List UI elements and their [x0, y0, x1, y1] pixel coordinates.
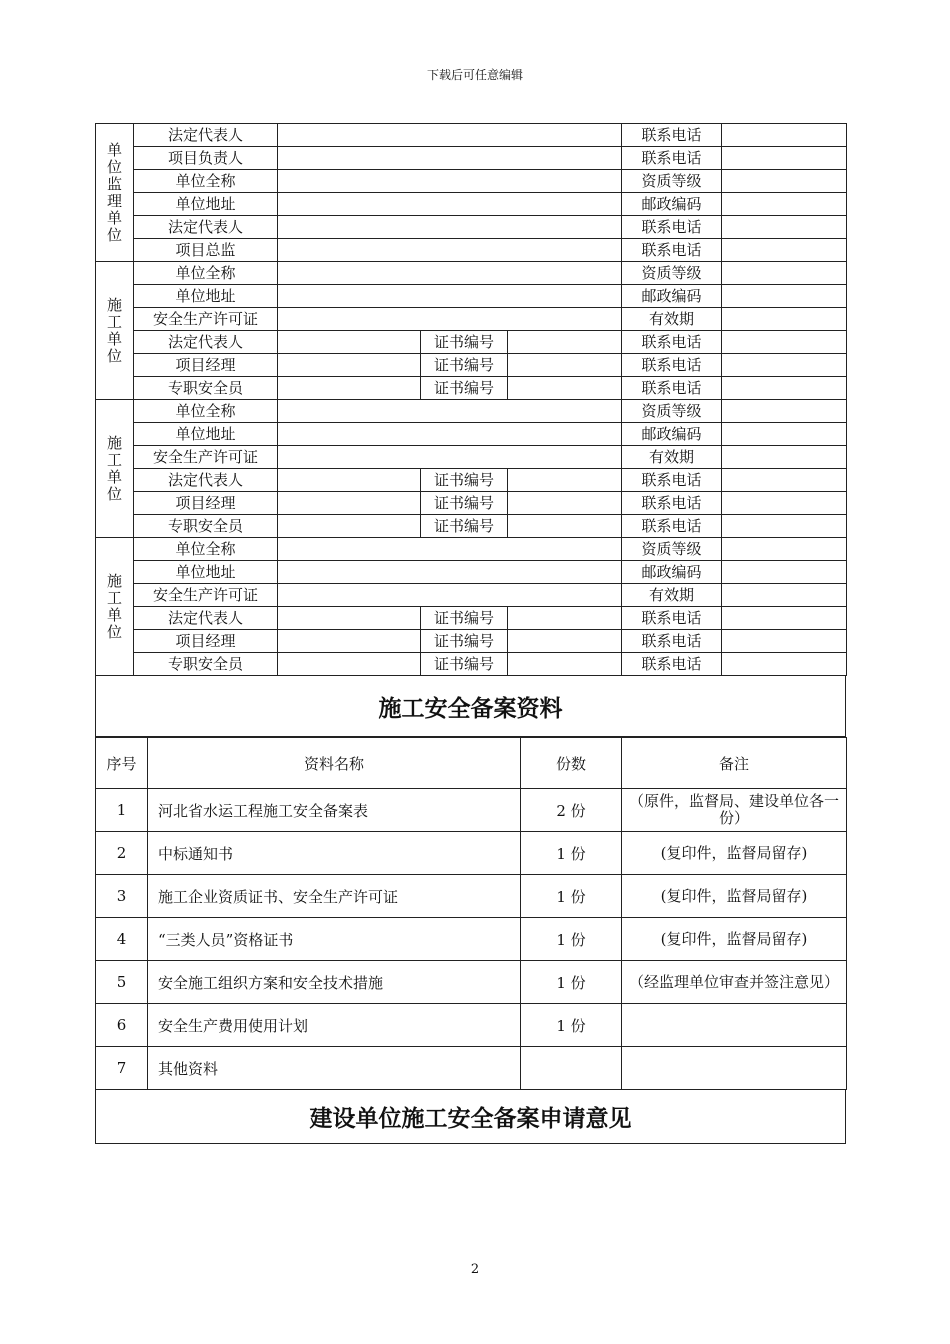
field-value-input[interactable]	[722, 193, 847, 216]
supervision-row	[96, 147, 847, 170]
side-label-char: 单	[106, 208, 122, 227]
field-value-input[interactable]	[278, 446, 622, 469]
units-table	[95, 123, 847, 676]
doc-note: （经监理单位审查并签注意见）	[622, 961, 847, 1004]
field-label: 单位地址	[134, 193, 278, 216]
field-label-right: 有效期	[622, 584, 722, 607]
field-value-input[interactable]	[722, 124, 847, 147]
field-value-input[interactable]	[278, 124, 622, 147]
field-label-right: 有效期	[622, 446, 722, 469]
side-label-char: 单	[106, 329, 122, 348]
doc-copies: 1 份	[521, 961, 622, 1004]
doc-note: (复印件，监督局留存)	[622, 918, 847, 961]
phone-label: 联系电话	[622, 377, 722, 400]
doc-note	[622, 1004, 847, 1047]
side-label-char: 监	[106, 174, 122, 193]
phone-input[interactable]	[722, 354, 847, 377]
doc-copies: 1 份	[521, 1004, 622, 1047]
side-label-char: 施	[106, 433, 122, 452]
docs-table	[95, 737, 847, 1090]
field-label-right: 联系电话	[622, 239, 722, 262]
units-body	[96, 124, 847, 676]
side-label-char: 位	[106, 157, 122, 176]
side-label-char: 位	[106, 225, 122, 244]
phone-label: 联系电话	[622, 630, 722, 653]
cert-number-input[interactable]	[508, 354, 622, 377]
field-label-right: 邮政编码	[622, 423, 722, 446]
construction-person-row	[96, 377, 847, 400]
construction-side-label	[96, 400, 134, 538]
field-value-input[interactable]	[278, 285, 622, 308]
phone-input[interactable]	[722, 515, 847, 538]
field-value-input[interactable]	[722, 423, 847, 446]
field-value-input[interactable]	[278, 216, 622, 239]
field-value-input[interactable]	[278, 400, 622, 423]
phone-label: 联系电话	[622, 653, 722, 676]
field-label: 安全生产许可证	[134, 446, 278, 469]
doc-copies: 1 份	[521, 875, 622, 918]
doc-name: “三类人员”资格证书	[148, 918, 521, 961]
cert-label: 证书编号	[421, 607, 508, 630]
supervision-row	[96, 239, 847, 262]
docs-row	[96, 875, 847, 918]
person-name-input[interactable]	[278, 377, 421, 400]
construction-unit-row	[96, 285, 847, 308]
construction-side-label	[96, 538, 134, 676]
field-value-input[interactable]	[278, 170, 622, 193]
phone-label: 联系电话	[622, 331, 722, 354]
cert-number-input[interactable]	[508, 630, 622, 653]
docs-body	[96, 789, 847, 1090]
doc-note	[622, 1047, 847, 1090]
field-label: 法定代表人	[134, 216, 278, 239]
field-label-right: 有效期	[622, 308, 722, 331]
field-value-input[interactable]	[722, 285, 847, 308]
docs-header-row	[96, 738, 847, 789]
doc-copies: 2 份	[521, 789, 622, 832]
field-value-input[interactable]	[722, 400, 847, 423]
phone-input[interactable]	[722, 469, 847, 492]
doc-note: (复印件，监督局留存)	[622, 832, 847, 875]
construction-person-row	[96, 331, 847, 354]
side-label-char: 理	[106, 191, 122, 210]
header-seq: 序号	[96, 738, 148, 789]
person-label: 专职安全员	[134, 515, 278, 538]
side-label-char: 位	[106, 622, 122, 641]
side-label-char: 位	[106, 346, 122, 365]
cert-number-input[interactable]	[508, 653, 622, 676]
field-label-right: 邮政编码	[622, 193, 722, 216]
cert-label: 证书编号	[421, 469, 508, 492]
phone-label: 联系电话	[622, 515, 722, 538]
field-label-right: 资质等级	[622, 170, 722, 193]
field-label: 单位地址	[134, 561, 278, 584]
field-label-right: 资质等级	[622, 400, 722, 423]
field-label-right: 邮政编码	[622, 285, 722, 308]
docs-row	[96, 918, 847, 961]
docs-row	[96, 789, 847, 832]
field-value-input[interactable]	[278, 262, 622, 285]
field-label: 单位地址	[134, 285, 278, 308]
doc-name: 河北省水运工程施工安全备案表	[148, 789, 521, 832]
field-value-input[interactable]	[722, 239, 847, 262]
construction-person-row	[96, 354, 847, 377]
field-value-input[interactable]	[722, 561, 847, 584]
field-label-right: 邮政编码	[622, 561, 722, 584]
construction-unit-row	[96, 561, 847, 584]
side-label-char: 施	[106, 295, 122, 314]
cert-number-input[interactable]	[508, 515, 622, 538]
field-value-input[interactable]	[722, 216, 847, 239]
cert-label: 证书编号	[421, 331, 508, 354]
supervision-row	[96, 124, 847, 147]
person-label: 项目经理	[134, 354, 278, 377]
doc-seq: 4	[96, 918, 148, 961]
doc-name: 其他资料	[148, 1047, 521, 1090]
construction-unit-row	[96, 262, 847, 285]
person-label: 法定代表人	[134, 331, 278, 354]
side-label-char: 工	[106, 450, 122, 469]
doc-seq: 5	[96, 961, 148, 1004]
supervision-row	[96, 216, 847, 239]
doc-note: (复印件，监督局留存)	[622, 875, 847, 918]
field-value-input[interactable]	[722, 147, 847, 170]
person-label: 法定代表人	[134, 469, 278, 492]
field-value-input[interactable]	[722, 538, 847, 561]
cert-label: 证书编号	[421, 653, 508, 676]
field-value-input[interactable]	[722, 262, 847, 285]
docs-title-table	[95, 676, 846, 737]
person-name-input[interactable]	[278, 331, 421, 354]
doc-copies	[521, 1047, 622, 1090]
person-name-input[interactable]	[278, 515, 421, 538]
field-label-right: 资质等级	[622, 538, 722, 561]
doc-note: （原件，监督局、建设单位各一份）	[622, 789, 847, 832]
person-name-input[interactable]	[278, 607, 421, 630]
field-label-right: 联系电话	[622, 124, 722, 147]
person-name-input[interactable]	[278, 653, 421, 676]
side-label-char: 位	[106, 484, 122, 503]
docs-row	[96, 1047, 847, 1090]
construction-unit-row	[96, 584, 847, 607]
docs-row	[96, 832, 847, 875]
field-label-right: 资质等级	[622, 262, 722, 285]
doc-seq: 6	[96, 1004, 148, 1047]
phone-label: 联系电话	[622, 492, 722, 515]
filing-form	[95, 123, 846, 1144]
field-value-input[interactable]	[722, 446, 847, 469]
doc-name: 施工企业资质证书、安全生产许可证	[148, 875, 521, 918]
phone-label: 联系电话	[622, 354, 722, 377]
field-value-input[interactable]	[278, 308, 622, 331]
field-value-input[interactable]	[278, 239, 622, 262]
doc-seq: 7	[96, 1047, 148, 1090]
doc-copies: 1 份	[521, 918, 622, 961]
docs-section-title: 施工安全备案资料	[96, 676, 846, 737]
field-value-input[interactable]	[278, 193, 622, 216]
side-label-char: 工	[106, 312, 122, 331]
phone-input[interactable]	[722, 331, 847, 354]
person-label: 项目经理	[134, 630, 278, 653]
construction-person-row	[96, 469, 847, 492]
field-label: 安全生产许可证	[134, 584, 278, 607]
docs-row	[96, 961, 847, 1004]
construction-person-row	[96, 607, 847, 630]
cert-label: 证书编号	[421, 377, 508, 400]
person-label: 项目经理	[134, 492, 278, 515]
doc-name: 安全生产费用使用计划	[148, 1004, 521, 1047]
supervision-row	[96, 170, 847, 193]
phone-label: 联系电话	[622, 469, 722, 492]
person-name-input[interactable]	[278, 469, 421, 492]
doc-copies: 1 份	[521, 832, 622, 875]
field-label: 单位全称	[134, 262, 278, 285]
header-name: 资料名称	[148, 738, 521, 789]
field-label: 单位全称	[134, 170, 278, 193]
person-label: 专职安全员	[134, 377, 278, 400]
field-value-input[interactable]	[278, 147, 622, 170]
construction-unit-row	[96, 423, 847, 446]
cert-label: 证书编号	[421, 630, 508, 653]
phone-input[interactable]	[722, 630, 847, 653]
person-label: 法定代表人	[134, 607, 278, 630]
construction-person-row	[96, 630, 847, 653]
doc-name: 安全施工组织方案和安全技术措施	[148, 961, 521, 1004]
cert-number-input[interactable]	[508, 377, 622, 400]
phone-input[interactable]	[722, 377, 847, 400]
cert-label: 证书编号	[421, 354, 508, 377]
field-value-input[interactable]	[722, 584, 847, 607]
side-label-char: 施	[106, 571, 122, 590]
construction-side-label	[96, 262, 134, 400]
construction-person-row	[96, 515, 847, 538]
header-note: 备注	[622, 738, 847, 789]
cert-number-input[interactable]	[508, 331, 622, 354]
field-label-right: 联系电话	[622, 147, 722, 170]
page-number: 2	[470, 1262, 480, 1277]
field-value-input[interactable]	[278, 423, 622, 446]
person-name-input[interactable]	[278, 492, 421, 515]
cert-number-input[interactable]	[508, 607, 622, 630]
field-value-input[interactable]	[278, 538, 622, 561]
field-value-input[interactable]	[722, 170, 847, 193]
field-label: 项目总监	[134, 239, 278, 262]
side-label-char: 单	[106, 605, 122, 624]
header-note: 下载后可任意编辑	[426, 68, 523, 82]
cert-number-input[interactable]	[508, 469, 622, 492]
phone-label: 联系电话	[622, 607, 722, 630]
side-label-char: 工	[106, 588, 122, 607]
cert-number-input[interactable]	[508, 492, 622, 515]
side-label-char: 单	[106, 140, 122, 159]
construction-person-row	[96, 653, 847, 676]
doc-name: 中标通知书	[148, 832, 521, 875]
cert-label: 证书编号	[421, 515, 508, 538]
side-label-char: 单	[106, 467, 122, 486]
construction-unit-row	[96, 446, 847, 469]
field-label: 单位地址	[134, 423, 278, 446]
field-label-right: 联系电话	[622, 216, 722, 239]
final-table	[95, 1090, 846, 1144]
phone-input[interactable]	[722, 492, 847, 515]
field-label: 法定代表人	[134, 124, 278, 147]
cert-label: 证书编号	[421, 492, 508, 515]
final-section-title: 建设单位施工安全备案申请意见	[96, 1090, 846, 1144]
field-value-input[interactable]	[278, 561, 622, 584]
construction-person-row	[96, 492, 847, 515]
field-label: 单位全称	[134, 538, 278, 561]
person-name-input[interactable]	[278, 630, 421, 653]
field-label: 项目负责人	[134, 147, 278, 170]
field-value-input[interactable]	[722, 308, 847, 331]
person-label: 专职安全员	[134, 653, 278, 676]
field-label: 安全生产许可证	[134, 308, 278, 331]
doc-seq: 3	[96, 875, 148, 918]
docs-row	[96, 1004, 847, 1047]
field-value-input[interactable]	[278, 584, 622, 607]
construction-unit-row	[96, 400, 847, 423]
supervision-side-label	[96, 124, 134, 262]
field-label: 单位全称	[134, 400, 278, 423]
doc-seq: 2	[96, 832, 148, 875]
phone-input[interactable]	[722, 607, 847, 630]
header-copies: 份数	[521, 738, 622, 789]
person-name-input[interactable]	[278, 354, 421, 377]
construction-unit-row	[96, 308, 847, 331]
doc-seq: 1	[96, 789, 148, 832]
phone-input[interactable]	[722, 653, 847, 676]
supervision-row	[96, 193, 847, 216]
construction-unit-row	[96, 538, 847, 561]
